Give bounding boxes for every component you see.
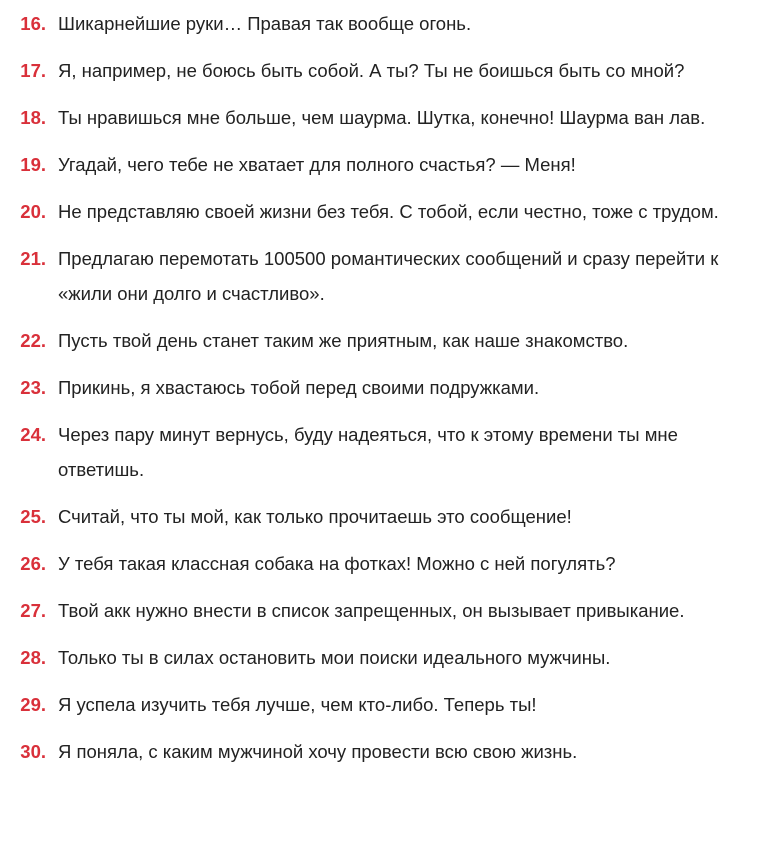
list-item [0, 546, 772, 581]
item-text: Через пару минут вернусь, буду надеяться, что к этому времени ты мне ответишь. [58, 424, 678, 480]
item-text: Не представляю своей жизни без тебя. С тобой, если честно, тоже с трудом. [58, 201, 719, 222]
item-text: Ты нравишься мне больше, чем шаурма. Шутка, конечно! Шаурма ван лав. [58, 107, 706, 128]
item-number: 20. [20, 201, 46, 222]
item-number: 28. [20, 647, 46, 668]
item-number: 17. [20, 60, 46, 81]
list-item [0, 370, 772, 405]
item-number: 21. [20, 248, 46, 269]
list-item [0, 194, 772, 229]
item-number: 25. [20, 506, 46, 527]
item-number: 26. [20, 553, 46, 574]
item-text: Только ты в силах остановить мои поиски идеального мужчины. [58, 647, 611, 668]
list-item [0, 100, 772, 135]
list-item [0, 241, 772, 311]
item-text: Шикарнейшие руки… Правая так вообще огонь. [58, 13, 472, 34]
list-item [0, 417, 772, 487]
item-number: 23. [20, 377, 46, 398]
item-text: Я поняла, с каким мужчиной хочу провести всю свою жизнь. [58, 741, 578, 762]
list-item [0, 53, 772, 88]
list-item [0, 6, 772, 41]
item-text: Твой акк нужно внести в список запрещенных, он вызывает привыкание. [58, 600, 685, 621]
item-text: Угадай, чего тебе не хватает для полного счастья? — Меня! [58, 154, 576, 175]
list-item [0, 640, 772, 675]
item-text: Я, например, не боюсь быть собой. А ты? Ты не боишься быть со мной? [58, 60, 685, 81]
item-number: 29. [20, 694, 46, 715]
list-item [0, 499, 772, 534]
item-number: 18. [20, 107, 46, 128]
item-number: 30. [20, 741, 46, 762]
list-item [0, 147, 772, 182]
item-number: 27. [20, 600, 46, 621]
item-number: 19. [20, 154, 46, 175]
item-number: 16. [20, 13, 46, 34]
list-item [0, 734, 772, 769]
item-number: 22. [20, 330, 46, 351]
item-text: Предлагаю перемотать 100500 романтических сообщений и сразу перейти к «жили они долго и счастливо». [58, 248, 719, 304]
item-number: 24. [20, 424, 46, 445]
item-text: Я успела изучить тебя лучше, чем кто-либо. Теперь ты! [58, 694, 537, 715]
list-item [0, 687, 772, 722]
list-item [0, 593, 772, 628]
item-text: Прикинь, я хвастаюсь тобой перед своими подружками. [58, 377, 540, 398]
list-item [0, 323, 772, 358]
item-text: Пусть твой день станет таким же приятным, как наше знакомство. [58, 330, 629, 351]
item-text: У тебя такая классная собака на фотках! Можно с ней погулять? [58, 553, 616, 574]
item-text: Считай, что ты мой, как только прочитаешь это сообщение! [58, 506, 572, 527]
